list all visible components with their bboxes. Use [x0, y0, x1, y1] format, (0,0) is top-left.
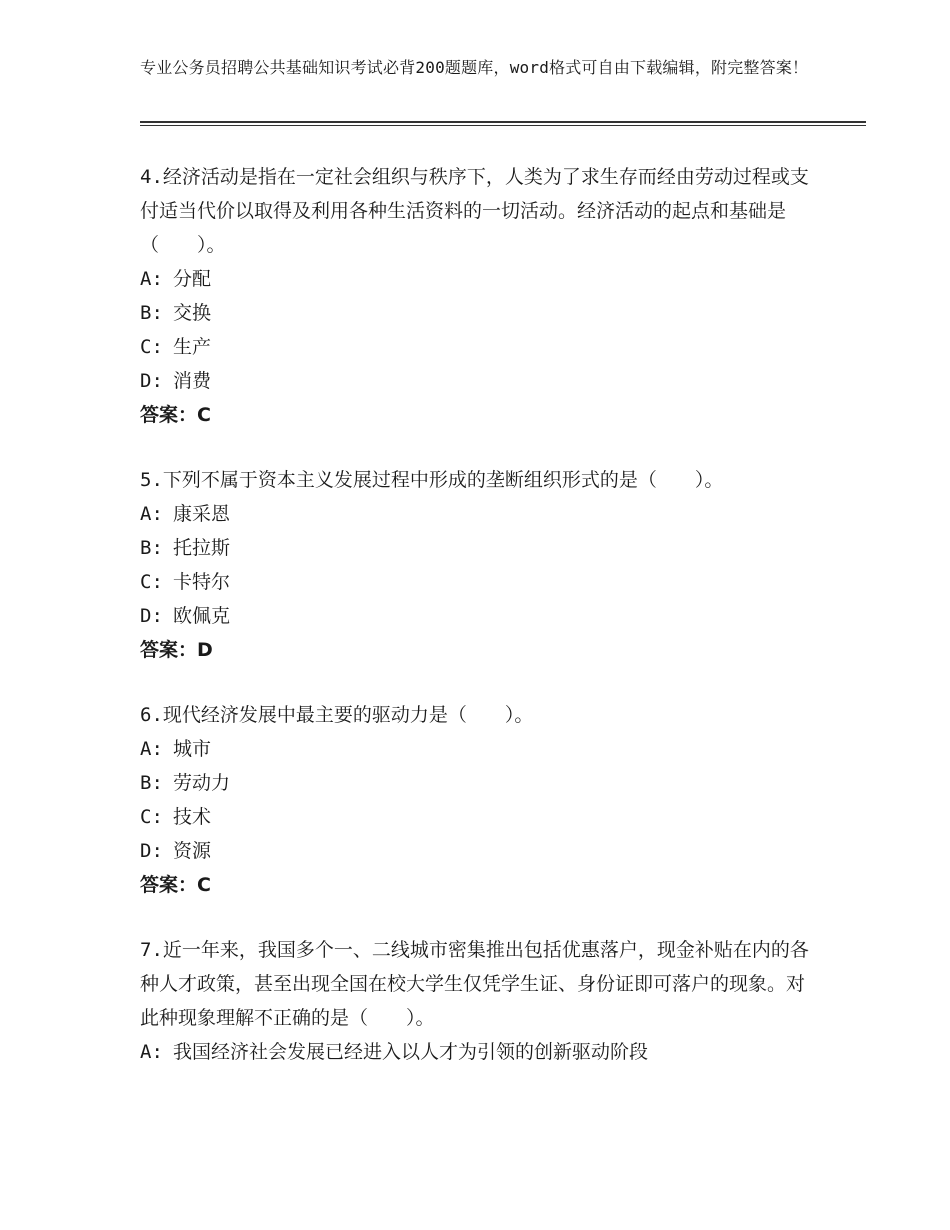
document-header: 专业公务员招聘公共基础知识考试必背200题题库，word格式可自由下载编辑，附完整答案！: [140, 58, 809, 77]
option-text: 卡特尔: [173, 571, 231, 593]
option-d: [140, 599, 810, 633]
option-text: 托拉斯: [173, 537, 231, 559]
option-a: [140, 262, 810, 296]
option-text: 技术: [173, 806, 212, 828]
question-6: [140, 698, 810, 902]
option-key: C:: [140, 806, 163, 828]
option-b: [140, 766, 810, 800]
option-text: 交换: [173, 302, 212, 324]
answer-label: 答案：D: [140, 639, 213, 661]
answer-label: 答案：C: [140, 404, 211, 426]
header-divider-thin: [140, 125, 866, 126]
option-key: A:: [140, 503, 163, 525]
option-c: [140, 330, 810, 364]
option-key: C:: [140, 336, 163, 358]
option-c: [140, 800, 810, 834]
question-list: [140, 160, 810, 1100]
option-key: B:: [140, 302, 163, 324]
option-key: A:: [140, 1041, 163, 1063]
option-key: D:: [140, 840, 163, 862]
option-text: 劳动力: [173, 772, 231, 794]
option-text: 我国经济社会发展已经进入以人才为引领的创新驱动阶段: [173, 1041, 649, 1063]
option-text: 资源: [173, 840, 212, 862]
option-b: [140, 296, 810, 330]
option-a: [140, 1035, 810, 1069]
question-stem: 6.现代经济发展中最主要的驱动力是（ ）。: [140, 704, 534, 726]
option-text: 康采恩: [173, 503, 231, 525]
question-stem: 5.下列不属于资本主义发展过程中形成的垄断组织形式的是（ ）。: [140, 469, 724, 491]
header-divider: [140, 121, 866, 123]
question-stem: 7.近一年来，我国多个一、二线城市密集推出包括优惠落户，现金补贴在内的各种人才政策，甚至出现全国在校大学生仅凭学生证、身份证即可落户的现象。对此种现象理解不正确的是（ ）。: [140, 939, 809, 1029]
question-7: [140, 933, 810, 1069]
option-text: 城市: [173, 738, 212, 760]
option-b: [140, 531, 810, 565]
option-key: C:: [140, 571, 163, 593]
option-key: D:: [140, 370, 163, 392]
question-4: [140, 160, 810, 432]
option-text: 生产: [173, 336, 212, 358]
option-a: [140, 732, 810, 766]
option-text: 分配: [173, 268, 212, 290]
option-key: B:: [140, 537, 163, 559]
option-text: 消费: [173, 370, 212, 392]
option-key: D:: [140, 605, 163, 627]
option-c: [140, 565, 810, 599]
option-text: 欧佩克: [173, 605, 231, 627]
option-a: [140, 497, 810, 531]
option-d: [140, 834, 810, 868]
option-d: [140, 364, 810, 398]
answer-label: 答案：C: [140, 874, 211, 896]
question-5: [140, 463, 810, 667]
option-key: A:: [140, 738, 163, 760]
question-stem: 4.经济活动是指在一定社会组织与秩序下，人类为了求生存而经由劳动过程或支付适当代价以取得及利用各种生活资料的一切活动。经济活动的起点和基础是（ ）。: [140, 166, 809, 256]
option-key: A:: [140, 268, 163, 290]
option-key: B:: [140, 772, 163, 794]
